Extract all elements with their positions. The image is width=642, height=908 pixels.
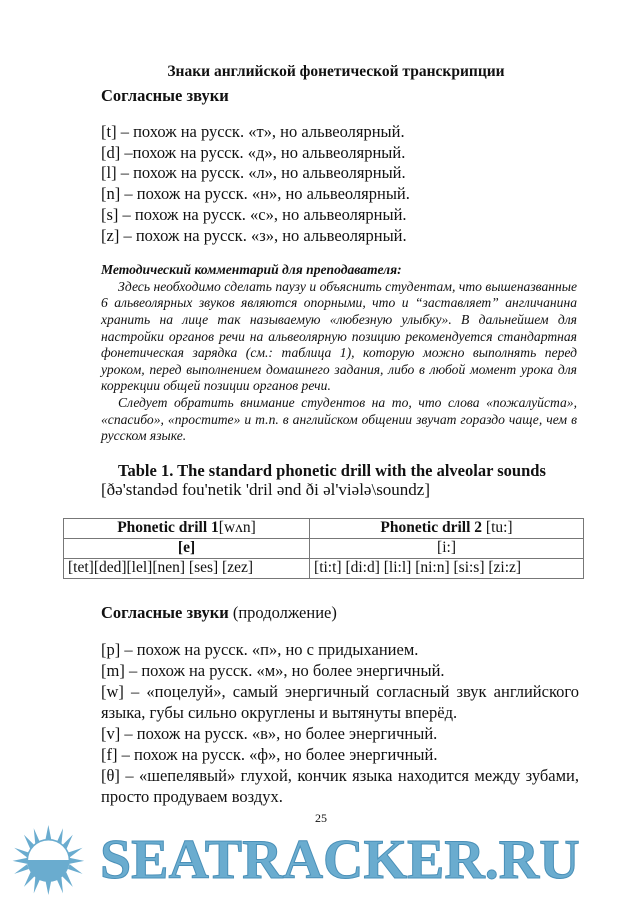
table-header-cell: Phonetic drill 1[wʌn]: [64, 518, 310, 538]
table-row: [64, 538, 584, 558]
consonant-line: [p] – похож на русск. «п», но с придыханием.: [101, 639, 419, 659]
consonant-line: [l] – похож на русск. «л», но альвеолярный.: [101, 163, 406, 183]
consonant-line: [m] – похож на русск. «м», но более энергичный.: [101, 660, 445, 680]
table-cell: [tet][ded][lel][nen] [ses] [zez]: [64, 558, 310, 578]
consonant-line: [w] – «поцелуй», самый энергичный согласный звук английского языка, губы сильно округлены и вытянуты вперёд.: [101, 681, 579, 722]
comment-paragraph: Здесь необходимо сделать паузу и объяснить студентам, что вышеназванные 6 альвеолярных звуков являются опорными, что и “заставляет” англичанина хранить на лице так называемую «любезную улыбку». В дальнейшем для настройки органов речи на альвеолярную позицию рекомендуется стандартная фонетическая зарядка (см.: таблица 1), которую можно выполнять перед уроком, перед выполнением домашнего задания, либо в любой момент урока для коррекции общей позиции органов речи.: [101, 278, 577, 394]
watermark-text: SEATRACKER.RU: [100, 828, 580, 891]
page-number: 25: [315, 810, 327, 825]
watermark: [0, 825, 642, 895]
comment-heading: Методический комментарий для преподавателя:: [101, 262, 402, 278]
sun-icon: [0, 825, 100, 895]
teacher-comment: [101, 262, 577, 445]
consonant-line: [z] – похож на русск. «з», но альвеолярный.: [101, 225, 407, 245]
comment-paragraph: Следует обратить внимание студентов на то, что слова «пожалуйста», «спасибо», «простите» и т.п. в английском общении звучат гораздо чаще, чем в русском языке.: [101, 394, 577, 444]
consonant-line: [d] –похож на русск. «д», но альвеолярный.: [101, 142, 406, 162]
consonant-line: [f] – похож на русск. «ф», но более энергичный.: [101, 744, 438, 764]
table-cell: [ti:t] [di:d] [li:l] [ni:n] [si:s] [zi:z]: [310, 558, 584, 578]
consonant-line: [s] – похож на русск. «с», но альвеолярный.: [101, 204, 407, 224]
table-header-row: [64, 518, 584, 538]
table-title-transcription: [ðə'standəd fou'netik 'dril ənd ði əl'viələ\soundz]: [101, 479, 431, 499]
consonant-list-1: [101, 122, 581, 246]
table-row: [64, 558, 584, 578]
page-title: Знаки английской фонетической транскрипции: [167, 63, 505, 80]
table-header-cell: Phonetic drill 2 [tu:]: [310, 518, 584, 538]
consonant-line: [θ] – «шепелявый» глухой, кончик языка находится между зубами, просто продуваем воздух.: [101, 765, 579, 806]
section-heading-consonants: Согласные звуки: [101, 86, 229, 105]
table-title: Table 1. The standard phonetic drill with the alveolar sounds: [118, 460, 546, 480]
section-heading-consonants-continued: Согласные звуки (продолжение): [101, 602, 337, 622]
consonant-line: [n] – похож на русск. «н», но альвеолярный.: [101, 184, 410, 204]
consonant-line: [t] – похож на русск. «т», но альвеолярный.: [101, 122, 405, 141]
table-cell: [e]: [64, 538, 310, 558]
table-cell: [i:]: [310, 538, 584, 558]
consonant-list-2: [101, 639, 579, 807]
consonant-line: [v] – похож на русск. «в», но более энергичный.: [101, 723, 438, 743]
phonetic-drill-table: [63, 518, 584, 579]
